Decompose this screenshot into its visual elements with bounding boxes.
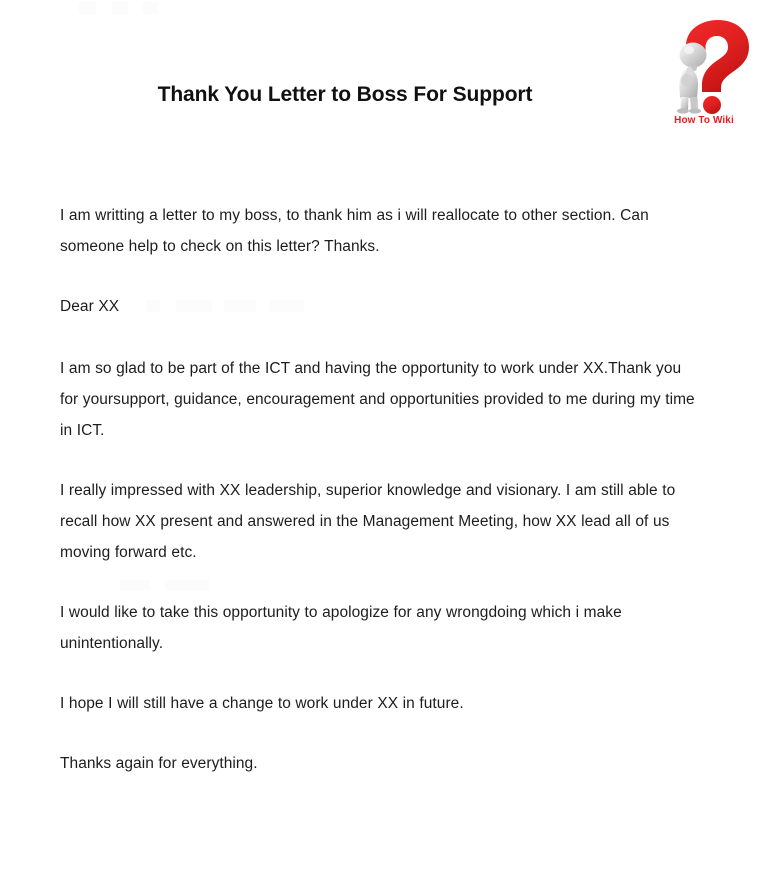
document-header [0,0,768,150]
paragraph-intro: I am writting a letter to my boss, to thank him as i will reallocate to other section. Can someone help to check on this letter? Thanks. [60,207,649,255]
paragraph-apology: I would like to take this opportunity to apologize for any wrongdoing which i make unintentionally. [60,604,622,652]
logo-caption: How To Wiki [674,115,734,126]
paragraph-hope: I hope I will still have a change to work under XX in future. [60,695,464,712]
letter-body [60,200,696,779]
paragraph-salutation: Dear XX [60,298,120,315]
page-title: Thank You Letter to Boss For Support [157,83,533,107]
question-mark-with-figure-icon [652,18,756,114]
site-logo[interactable] [652,18,756,134]
paragraph-gratitude: I am so glad to be part of the ICT and having the opportunity to work under XX.Thank you for yoursupport, guidance, encouragement and opportunities provided to me during my time in ICT. [60,360,695,439]
paragraph-closing: Thanks again for everything. [60,755,258,772]
paragraph-praise: I really impressed with XX leadership, superior knowledge and visionary. I am still able to recall how XX present and answered in the Management Meeting, how XX lead all of us moving forward etc. [60,482,676,561]
